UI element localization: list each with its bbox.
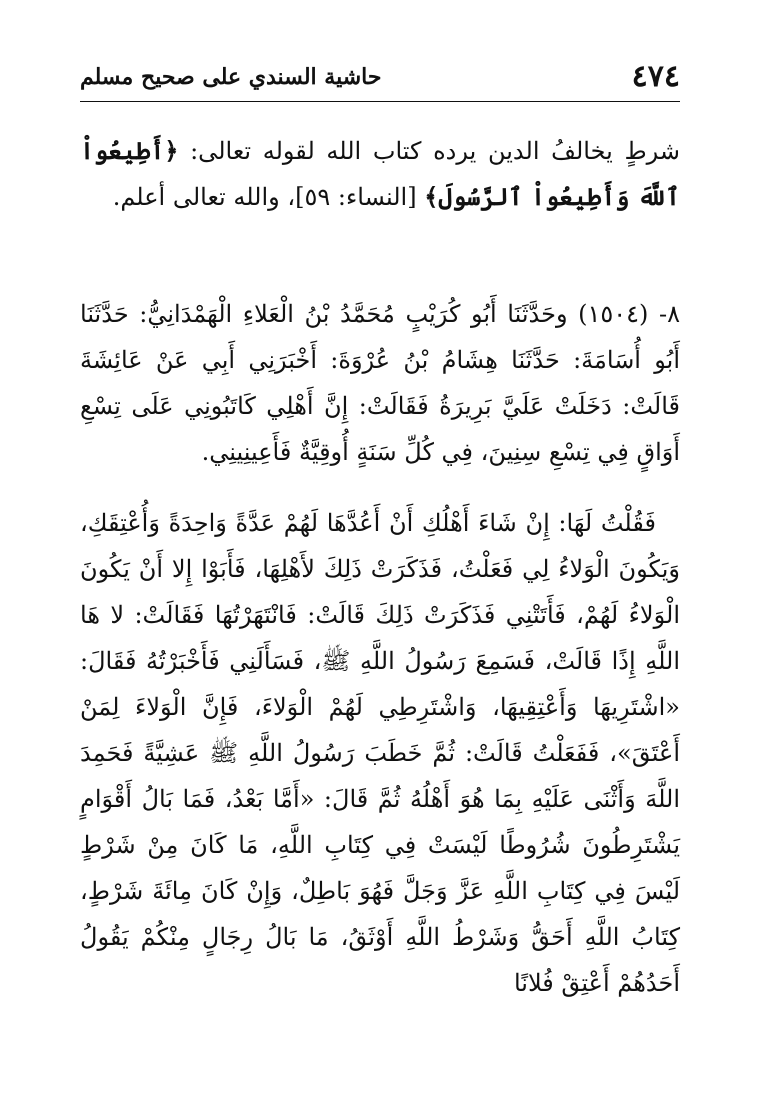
quran-verse: أَطِيعُواْ ٱللَّهَ وَأَطِيعُواْ ٱلرَّسُولَ xyxy=(80,136,680,211)
page-header xyxy=(80,58,680,98)
note-text-pre: شرطٍ يخالفُ الدين يرده كتاب الله لقوله تعالى: xyxy=(178,137,680,165)
hadith-intro-paragraph xyxy=(80,291,680,475)
hadith-body-text: فَقُلْتُ لَهَا: إِنْ شَاءَ أَهْلُكِ أَنْ أَعُدَّهَا لَهُمْ عَدَّةً وَاحِدَةً وَأُعْتِقَكِ، وَيَكُونَ الْوَلاءُ لِي فَعَلْتُ، فَذَكَرَتْ ذَلِكَ لأَهْلِهَا، فَأَبَوْا إِلا أَنْ يَكُونَ الْوَلاءُ لَهُمْ، فَأَتَتْنِي فَذَكَرَتْ ذَلِكَ قَالَتْ: فَانْتَهَرْتُهَا فَقَالَتْ: لا هَا اللَّهِ إِذًا قَالَتْ، فَسَمِعَ رَسُولُ اللَّهِ ﷺ، فَسَأَلَنِي فَأَخْبَرْتُهُ فَقَالَ: «اشْتَرِيهَا وَأَعْتِقِيهَا، وَاشْتَرِطِي لَهُمْ الْوَلاءَ، فَإِنَّ الْوَلاءَ لِمَنْ أَعْتَقَ»، فَفَعَلْتُ قَالَتْ: ثُمَّ خَطَبَ رَسُولُ اللَّهِ ﷺ عَشِيَّةً فَحَمِدَ اللَّهَ وَأَثْنَى عَلَيْهِ بِمَا هُوَ أَهْلُهُ ثُمَّ قَالَ: «أَمَّا بَعْدُ، فَمَا بَالُ أَقْوَامٍ يَشْتَرِطُونَ شُرُوطًا لَيْسَتْ فِي كِتَابِ اللَّهِ، مَا كَانَ مِنْ شَرْطٍ لَيْسَ فِي كِتَابِ اللَّهِ عَزَّ وَجَلَّ فَهُوَ بَاطِلٌ، وَإِنْ كَانَ مِائَةَ شَرْطٍ، كِتَابُ اللَّهِ أَحَقُّ وَشَرْطُ اللَّهِ أَوْثَقُ، مَا بَالُ رِجَالٍ مِنْكُمْ يَقُولُ أَحَدُهُمْ أَعْتِقْ فُلانًا xyxy=(80,509,681,997)
quran-close-bracket: ﴾ xyxy=(424,182,439,211)
hadith-body-paragraph xyxy=(80,500,680,1006)
running-title: حاشية السندي على صحيح مسلم xyxy=(80,64,382,90)
page-number: ٤٧٤ xyxy=(631,59,680,94)
note-ending-paragraph xyxy=(80,128,680,220)
header-rule xyxy=(80,101,680,102)
note-text-post: [النساء: ٥٩]، والله تعالى أعلم. xyxy=(112,183,425,211)
quran-open-bracket: ﴿ xyxy=(164,136,179,165)
hadith-intro-text: ٨- (١٥٠٤) وحَدَّثَنَا أَبُو كُرَيْبٍ مُحَمَّدُ بْنُ الْعَلاءِ الْهَمْدَانِيُّ: حَدَّثَنَا أَبُو أُسَامَةَ: حَدَّثَنَا هِشَامُ بْنُ عُرْوَةَ: أَخْبَرَنِي أَبِي عَنْ عَائِشَةَ قَالَتْ: دَخَلَتْ عَلَيَّ بَرِيرَةُ فَقَالَتْ: إِنَّ أَهْلِي كَاتَبُونِي عَلَى تِسْعِ أَوَاقٍ فِي تِسْعِ سِنِينَ، فِي كُلِّ سَنَةٍ أُوقِيَّةٌ فَأَعِينِينِي. xyxy=(80,300,680,466)
